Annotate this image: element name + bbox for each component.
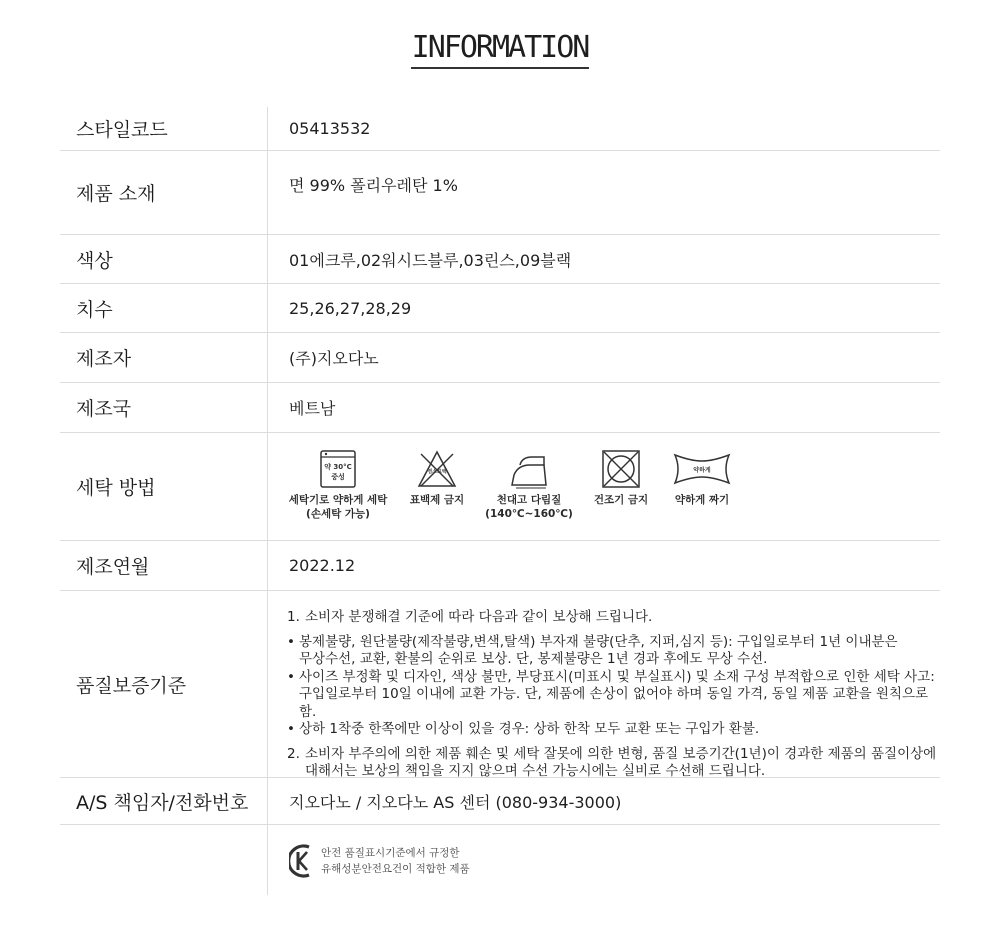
care-item-iron bbox=[479, 449, 579, 521]
row-warranty bbox=[60, 591, 940, 778]
warranty-bullet-2: • 사이즈 부정확 및 디자인, 색상 불만, 부당표시(미표시 및 부실표시) 및 소재 구성 부적합으로 인한 세탁 사고: 구입일로부터 10일 이내에 교환 가능. 단, 제품에 손상이 없어야 하며 동일 가격, 동일 제품 교환을 원칙으로 함. bbox=[287, 668, 935, 720]
row-color bbox=[60, 235, 940, 284]
label-color: 색상 bbox=[60, 235, 268, 283]
iron-icon bbox=[506, 449, 552, 489]
row-size bbox=[60, 284, 940, 333]
warranty-bullet-3: • 상하 1착중 한쪽에만 이상이 있을 경우: 상하 한착 모두 교환 또는 구입가 환불. bbox=[287, 721, 760, 737]
label-country: 제조국 bbox=[60, 383, 268, 432]
row-country bbox=[60, 383, 940, 433]
care-caption-dryer: 건조기 금지 bbox=[593, 494, 649, 506]
svg-text:염소표백: 염소표백 bbox=[427, 469, 447, 475]
care-caption-wash: 세탁기로 약하게 세탁 bbox=[288, 494, 388, 506]
care-caption-iron-sub: (140℃~160℃) bbox=[485, 508, 573, 520]
kc-text-line1: 안전 품질표시기준에서 규정한 bbox=[321, 847, 460, 859]
row-material bbox=[60, 151, 940, 235]
row-as bbox=[60, 778, 940, 825]
row-manufacturer bbox=[60, 333, 940, 383]
value-manufacturer: (주)지오다노 bbox=[289, 349, 379, 368]
care-item-wring bbox=[661, 449, 743, 507]
warranty-item-2: 2. 소비자 부주의에 의한 제품 훼손 및 세탁 잘못에 의한 변형, 품질 보증기간(1년)이 경과한 제품의 품질이상에 대해서는 보상의 책임을 지지 않으며 수선 가능시에는 실비로 수선해 드립니다. bbox=[287, 745, 937, 779]
warranty-bullet-1: • 봉제불량, 원단불량(제작불량,변색,탈색) 부자재 불량(단추, 지퍼,심지 등): 구입일로부터 1년 이내분은 무상수선, 교환, 환불의 순위로 보상. 단, 봉제불량은 1년 경과 후에도 무상 수선. bbox=[287, 633, 898, 667]
svg-text:약 30°C: 약 30°C bbox=[324, 463, 352, 471]
warranty-item-1: 1. 소비자 분쟁해결 기준에 따라 다음과 같이 보상해 드립니다. bbox=[287, 609, 653, 625]
label-material: 제품 소재 bbox=[60, 151, 268, 234]
row-style-code bbox=[60, 107, 940, 151]
washing-machine-icon bbox=[317, 449, 359, 489]
no-bleach-icon bbox=[416, 449, 458, 489]
label-style-code: 스타일코드 bbox=[60, 107, 268, 150]
kc-mark-icon bbox=[289, 843, 315, 879]
value-size: 25,26,27,28,29 bbox=[289, 298, 412, 318]
information-table bbox=[60, 107, 940, 895]
care-item-bleach bbox=[397, 449, 477, 507]
label-kc-empty bbox=[60, 825, 268, 895]
warranty-text bbox=[287, 609, 940, 781]
value-material: 면 99% 폴리우레탄 1% bbox=[289, 176, 458, 195]
svg-text:중성: 중성 bbox=[331, 473, 345, 481]
care-caption-wash-sub: (손세탁 가능) bbox=[306, 508, 370, 520]
gentle-wring-icon bbox=[671, 449, 733, 489]
care-caption-wring: 약하게 짜기 bbox=[674, 494, 730, 506]
care-caption-iron: 천대고 다림질 bbox=[496, 494, 562, 506]
label-manufacturer: 제조자 bbox=[60, 333, 268, 382]
value-as: 지오다노 / 지오다노 AS 센터 (080-934-3000) bbox=[289, 792, 622, 812]
label-washing: 세탁 방법 bbox=[60, 433, 268, 540]
value-color: 01에크루,02워시드블루,03린스,09블랙 bbox=[289, 250, 572, 270]
label-as: A/S 책임자/전화번호 bbox=[60, 778, 268, 824]
no-tumble-dry-icon bbox=[600, 449, 642, 489]
kc-text-line2: 유해성분안전요건이 적합한 제품 bbox=[321, 863, 470, 875]
label-size: 치수 bbox=[60, 284, 268, 332]
row-kc bbox=[60, 825, 940, 895]
row-date bbox=[60, 541, 940, 591]
value-country: 베트남 bbox=[289, 399, 336, 418]
care-icons bbox=[283, 449, 743, 539]
label-warranty: 품질보증기준 bbox=[60, 591, 268, 777]
care-item-wash bbox=[283, 449, 393, 521]
svg-text:약하게: 약하게 bbox=[693, 467, 711, 474]
page-title: INFORMATION bbox=[0, 30, 1000, 69]
label-date: 제조연월 bbox=[60, 541, 268, 590]
value-style-code: 05413532 bbox=[289, 119, 371, 138]
kc-certification bbox=[289, 843, 470, 879]
care-item-dryer bbox=[583, 449, 659, 507]
care-caption-bleach: 표백제 금지 bbox=[409, 494, 465, 506]
value-date: 2022.12 bbox=[289, 556, 356, 575]
row-washing bbox=[60, 433, 940, 541]
